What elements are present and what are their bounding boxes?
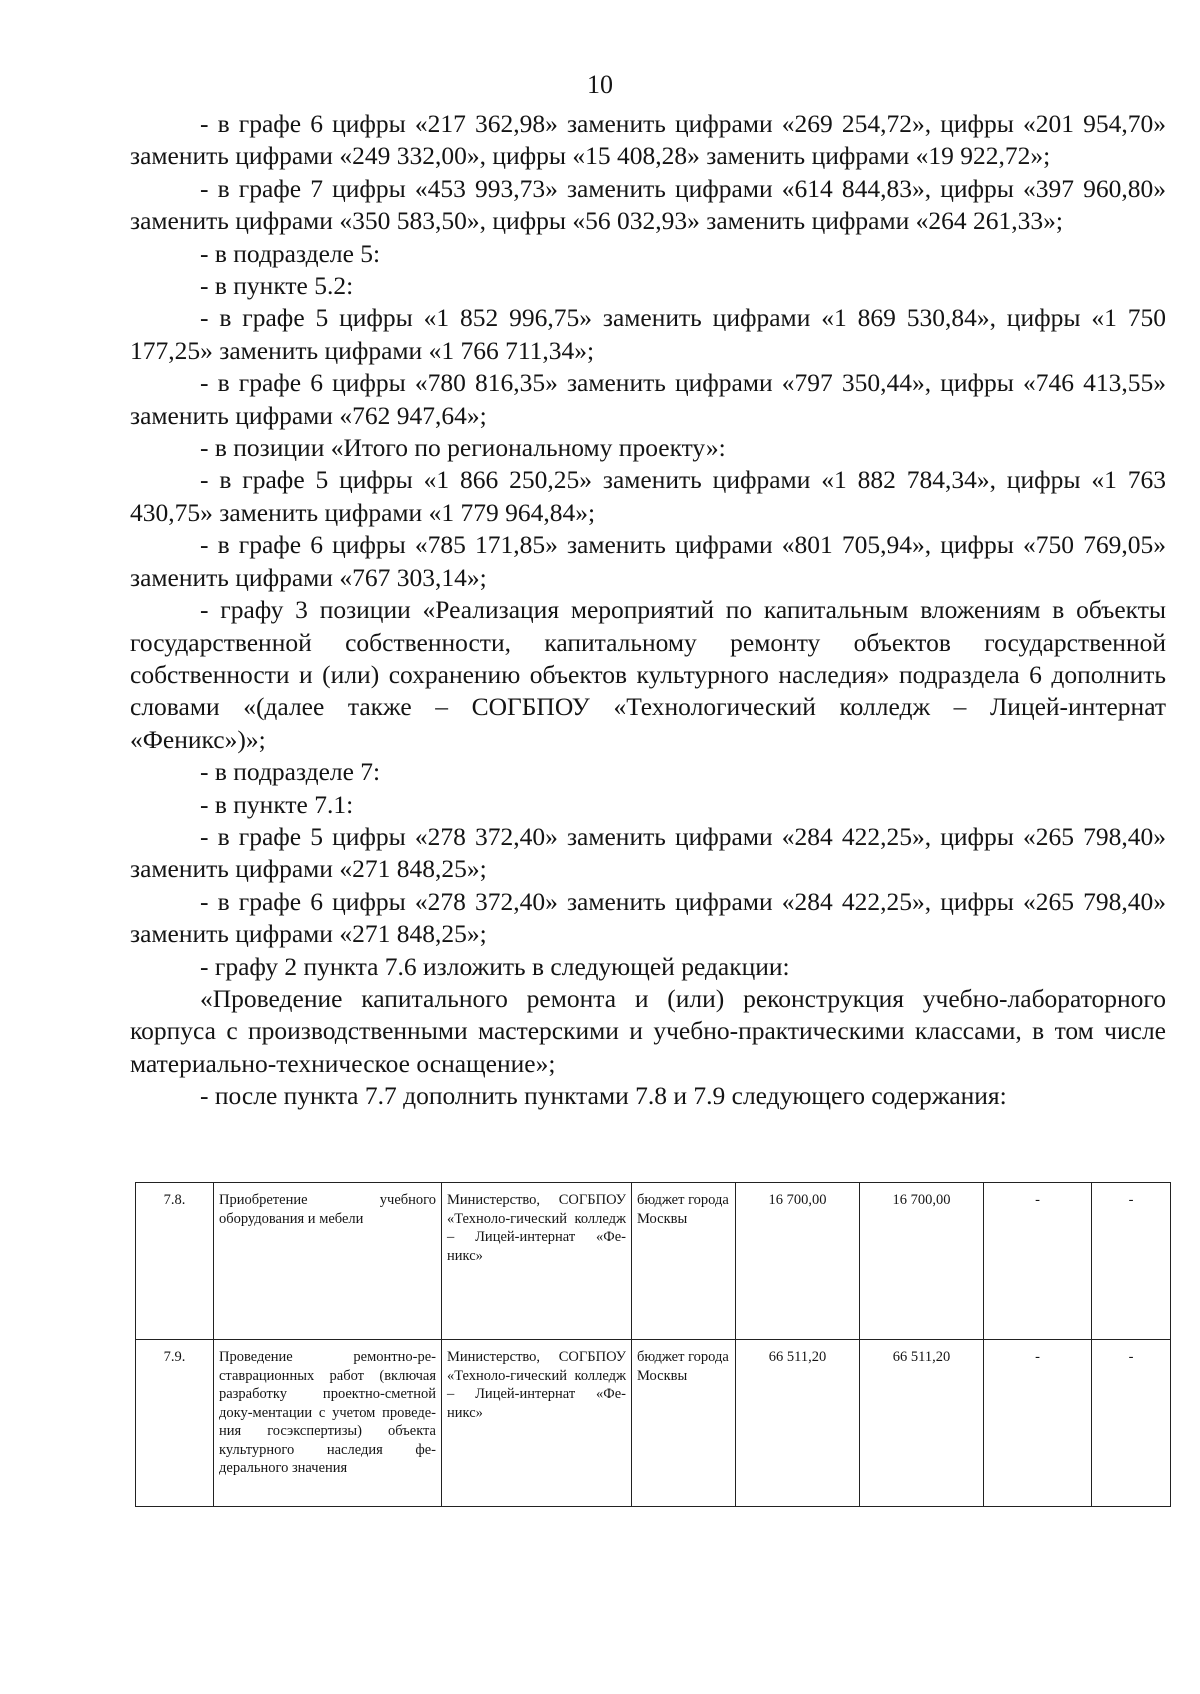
paragraph: - в пункте 5.2: (200, 271, 354, 301)
table-row (136, 1340, 1171, 1507)
item-name: Приобретение учебного оборудования и мебели (214, 1183, 442, 1340)
paragraph: - после пункта 7.7 дополнить пунктами 7.8 и 7.9 следующего содержания: (200, 1081, 1007, 1111)
item-number: 7.9. (136, 1340, 214, 1507)
item-funding-source: бюджет города Москвы (632, 1340, 736, 1507)
item-col7: - (984, 1183, 1092, 1340)
item-executor: Министерство, СОГБПОУ «Техноло-гический колледж – Лицей-интернат «Фе-никс» (442, 1340, 632, 1507)
item-amount-total: 66 511,20 (736, 1340, 860, 1507)
paragraph: - в графе 5 цифры «278 372,40» заменить цифрами «284 422,25», цифры «265 798,40» заменить цифрами «271 848,25»; (130, 821, 1166, 884)
table-row (136, 1183, 1171, 1340)
item-executor: Министерство, СОГБПОУ «Техноло-гический колледж – Лицей-интернат «Фе-никс» (442, 1183, 632, 1340)
paragraph: - в графе 6 цифры «217 362,98» заменить цифрами «269 254,72», цифры «201 954,70» заменить цифрами «249 332,00», цифры «15 408,28» заменить цифрами «19 922,72»; (130, 109, 1166, 171)
item-number: 7.8. (136, 1183, 214, 1340)
paragraph: - в подразделе 5: (200, 238, 381, 268)
paragraph: - в графе 7 цифры «453 993,73» заменить цифрами «614 844,83», цифры «397 960,80» заменить цифрами «350 583,50», цифры «56 032,93» заменить цифрами «264 261,33»; (130, 173, 1166, 236)
item-amount-total: 16 700,00 (736, 1183, 860, 1340)
item-col8: - (1092, 1183, 1171, 1340)
paragraph: - в графе 5 цифры «1 866 250,25» заменить цифрами «1 882 784,34», цифры «1 763 430,75» заменить цифрами «1 779 964,84»; (130, 465, 1166, 527)
items-table (135, 1182, 1171, 1507)
paragraph: «Проведение капитального ремонта и (или) реконструкция учебно-лабораторного корпуса с производственными мастерскими и учебно-практическими классами, в том числе материально-техническое оснащение»; (130, 983, 1166, 1078)
paragraph: - в позиции «Итого по региональному проекту»: (200, 433, 726, 463)
paragraph: - графу 3 позиции «Реализация мероприятий по капитальным вложениям в объекты государственной собственности, капитальному ремонту объектов государственной собственности и (или) сохранению объектов культурного наследия» подраздела 6 дополнить словами «(далее также – СОГБПОУ «Технологический колледж – Лицей-интернат «Феникс»)»; (130, 595, 1166, 754)
paragraph: - в графе 6 цифры «785 171,85» заменить цифрами «801 705,94», цифры «750 769,05» заменить цифрами «767 303,14»; (130, 530, 1166, 592)
paragraph: - графу 2 пункта 7.6 изложить в следующей редакции: (200, 951, 790, 981)
paragraph: - в графе 6 цифры «278 372,40» заменить цифрами «284 422,25», цифры «265 798,40» заменить цифрами «271 848,25»; (130, 886, 1166, 949)
page-number: 10 (587, 70, 613, 99)
paragraph: - в графе 6 цифры «780 816,35» заменить цифрами «797 350,44», цифры «746 413,55» заменить цифрами «762 947,64»; (130, 368, 1166, 430)
document-body (130, 108, 1166, 1113)
item-col7: - (984, 1340, 1092, 1507)
item-amount-year: 16 700,00 (860, 1183, 984, 1340)
paragraph: - в графе 5 цифры «1 852 996,75» заменить цифрами «1 869 530,84», цифры «1 750 177,25» заменить цифрами «1 766 711,34»; (130, 303, 1166, 365)
item-col8: - (1092, 1340, 1171, 1507)
paragraph: - в подразделе 7: (200, 757, 381, 787)
paragraph: - в пункте 7.1: (200, 789, 354, 819)
item-name: Проведение ремонтно-ре-ставрационных работ (включая разработку проектно-сметной доку-ментации с учетом проведе-ния госэкспертизы) объекта культурного наследия фе-дерального значения (214, 1340, 442, 1507)
item-amount-year: 66 511,20 (860, 1340, 984, 1507)
item-funding-source: бюджет города Москвы (632, 1183, 736, 1340)
